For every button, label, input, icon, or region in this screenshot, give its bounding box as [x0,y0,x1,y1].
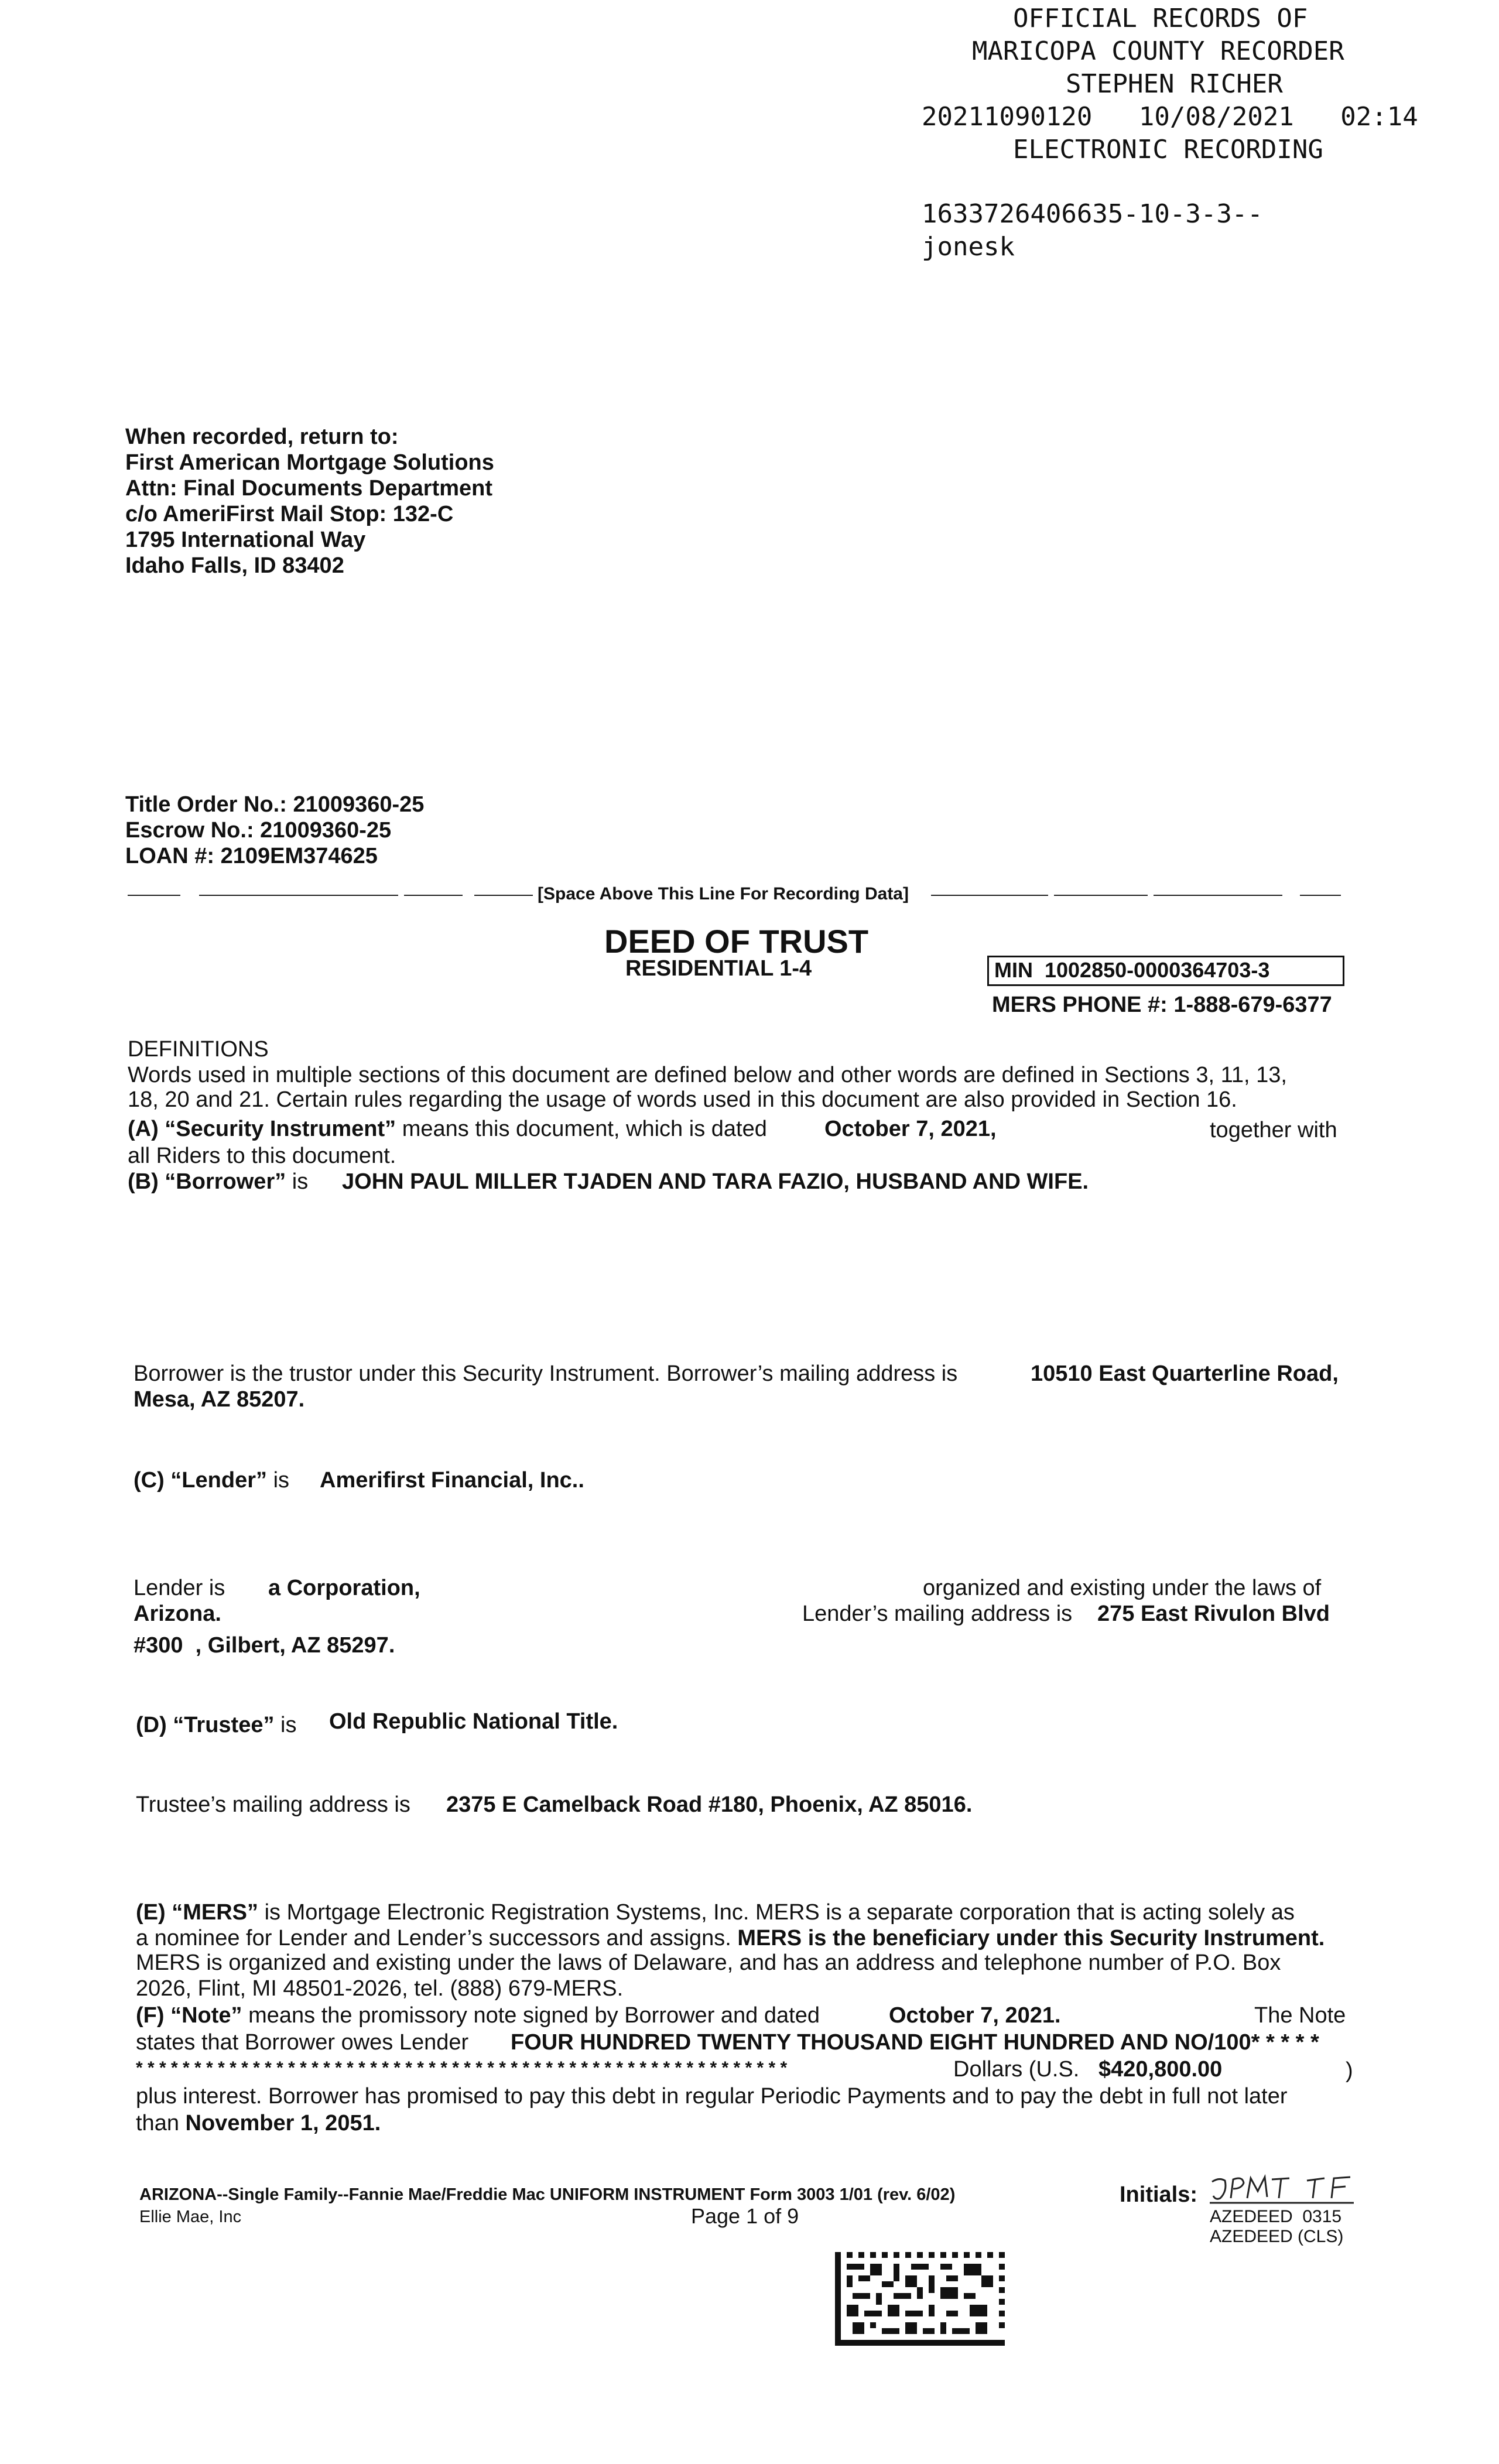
stamp-line-2: MARICOPA COUNTY RECORDER [972,36,1344,66]
def-a-line-2: all Riders to this document. [128,1144,396,1168]
separator-line-right-2 [1054,895,1148,896]
loan-label: LOAN #: [125,844,214,868]
def-b-label: (B) “Borrower” [128,1169,286,1194]
def-e-line-2 [136,1925,1325,1951]
trustee-address: 2375 E Camelback Road #180, Phoenix, AZ 85016. [446,1792,973,1817]
def-f-tail: The Note [1254,2003,1346,2028]
def-a-text: means this document, which is dated [402,1117,767,1141]
return-to-line-3: c/o AmeriFirst Mail Stop: 132-C [125,502,454,526]
def-f-close-paren: ) [1346,2058,1353,2083]
footer-code-2: AZEDEED (CLS) [1210,2227,1344,2246]
def-f-dollars: Dollars (U.S. [953,2057,1080,2082]
stamp-recording-line [913,101,1487,134]
document-barcode [835,2252,1005,2346]
def-f-date: October 7, 2021. [889,2003,1061,2028]
borrower-address-2: Mesa, AZ 85207. [134,1387,305,1412]
footer-initials-signature [1207,2168,1360,2205]
stamp-line-5: ELECTRONIC RECORDING [1013,135,1323,165]
def-f-than: than [136,2111,179,2136]
def-b-line [128,1169,308,1195]
lender-organized: organized and existing under the laws of [923,1576,1322,1600]
def-d-trustee-name: Old Republic National Title. [329,1709,618,1734]
def-d-is: is [280,1713,297,1737]
borrower-address-1: 10510 East Quarterline Road, [1031,1361,1339,1386]
separator-line-right-4 [1300,895,1341,896]
def-a-line-1 [128,1116,767,1142]
trustee-mailing-label: Trustee’s mailing address is [136,1792,410,1817]
separator-line-left-4 [474,895,533,896]
footer-code-1: AZEDEED 0315 [1210,2207,1342,2226]
def-f-line-4: plus interest. Borrower has promised to pay this debt in regular Periodic Payments and to pay the debt in full not later [136,2084,1288,2109]
def-f-text: means the promissory note signed by Borrower and dated [248,2003,820,2028]
return-to-line-1: First American Mortgage Solutions [125,450,494,475]
recording-time: 02:14 [1340,102,1418,132]
mers-phone: MERS PHONE #: 1-888-679-6377 [992,993,1332,1017]
def-f-owes: states that Borrower owes Lender [136,2030,469,2055]
def-a-label: (A) “Security Instrument” [128,1117,396,1141]
recorder-stamp [913,2,1487,166]
definitions-intro-2: 18, 20 and 21. Certain rules regarding the usage of words used in this document are also provided in Section 16. [128,1087,1237,1112]
lender-state: Arizona. [134,1601,221,1626]
stamp-user: jonesk [922,232,1015,262]
return-to-block [125,424,494,579]
return-to-line-5: Idaho Falls, ID 83402 [125,553,344,578]
def-c-is: is [273,1468,290,1493]
def-c-lender-name: Amerifirst Financial, Inc.. [320,1468,584,1493]
def-c-line [134,1467,289,1493]
def-f-amount: $420,800.00 [1098,2057,1223,2082]
min-number: MIN 1002850-0000364703-3 [994,958,1270,982]
separator-line-right-3 [1154,895,1282,896]
return-to-line-4: 1795 International Way [125,528,366,552]
lender-address-1: 275 East Rivulon Blvd [1097,1601,1330,1626]
def-b-is: is [292,1169,309,1194]
def-e-label: (E) “MERS” [136,1900,258,1925]
return-to-heading: When recorded, return to: [125,425,399,449]
def-a-tail: together with [1210,1118,1337,1142]
recording-date: 10/08/2021 [1138,102,1294,132]
recording-data-label: [Space Above This Line For Recording Data] [538,884,909,904]
footer-page-number: Page 1 of 9 [691,2204,799,2228]
def-e-line-3: MERS is organized and existing under the laws of Delaware, and has an address and telephone number of P.O. Box [136,1950,1281,1975]
def-f-line-2 [136,2030,468,2055]
return-to-line-2: Attn: Final Documents Department [125,476,493,501]
document-subtitle: RESIDENTIAL 1-4 [625,956,812,981]
def-d-line [136,1712,297,1738]
separator-line-right-1 [931,895,1048,896]
separator-line-left-3 [404,895,463,896]
def-e-line-4: 2026, Flint, MI 48501-2026, tel. (888) 679-MERS. [136,1976,624,2001]
lender-type: a Corporation, [268,1576,420,1600]
escrow-value: 21009360-25 [260,818,392,843]
def-e-line-1 [136,1900,1295,1925]
def-b-borrower-names: JOHN PAUL MILLER TJADEN AND TARA FAZIO, HUSBAND AND WIFE. [342,1169,1089,1194]
loan-value: 2109EM374625 [220,844,378,868]
footer-initials-label: Initials: [1120,2182,1198,2207]
escrow-number [125,817,424,843]
lender-address-2: #300 , Gilbert, AZ 85297. [134,1633,395,1658]
def-d-label: (D) “Trustee” [136,1713,275,1737]
def-e-text-2: a nominee for Lender and Lender’s successors and assigns. [136,1926,731,1950]
definitions-intro-1: Words used in multiple sections of this document are defined below and other words are defined in Sections 3, 11, 13, [128,1063,1287,1087]
footer-vendor: Ellie Mae, Inc [139,2208,242,2226]
separator-line-left-1 [128,895,180,896]
title-order-value: 21009360-25 [293,792,425,817]
def-f-amount-words: FOUR HUNDRED TWENTY THOUSAND EIGHT HUNDRED AND NO/100* * * * * [511,2030,1319,2055]
def-c-label: (C) “Lender” [134,1468,267,1493]
title-order-label: Title Order No.: [125,792,287,817]
def-f-label: (F) “Note” [136,2003,242,2028]
lender-mailing-label: Lender’s mailing address is [802,1601,1073,1626]
footer-form-name: ARIZONA--Single Family--Fannie Mae/Freddie Mac UNIFORM INSTRUMENT Form 3003 1/01 (rev. 6/02) [139,2185,956,2204]
borrower-trustor-text: Borrower is the trustor under this Security Instrument. Borrower’s mailing address is [134,1361,958,1386]
definitions-heading: DEFINITIONS [128,1037,269,1062]
loan-number [125,843,424,869]
stamp-line-1: OFFICIAL RECORDS OF [1013,4,1308,33]
escrow-label: Escrow No.: [125,818,254,843]
def-f-line-1 [136,2003,820,2028]
lender-is: Lender is [134,1576,225,1600]
order-numbers [125,792,424,869]
stamp-doc-id: 1633726406635-10-3-3-- [922,199,1263,229]
def-f-stars: * * * * * * * * * * * * * * * * * * * * * * * * * * * * * * * * * * * * * * * * * * * * * * * * * * * * * * * * [136,2058,788,2078]
separator-line-left-2 [199,895,398,896]
def-a-date: October 7, 2021, [824,1117,997,1141]
def-e-text-1: is Mortgage Electronic Registration Systems, Inc. MERS is a separate corporation that is acting solely as [264,1900,1295,1925]
title-order [125,792,424,817]
recording-number: 20211090120 [922,102,1093,132]
document-title: DEED OF TRUST [604,923,869,960]
def-f-line-5 [136,2110,381,2136]
stamp-line-3: STEPHEN RICHER [1066,69,1283,99]
def-e-beneficiary: MERS is the beneficiary under this Security Instrument. [737,1926,1325,1950]
def-f-maturity: November 1, 2051. [185,2111,381,2136]
